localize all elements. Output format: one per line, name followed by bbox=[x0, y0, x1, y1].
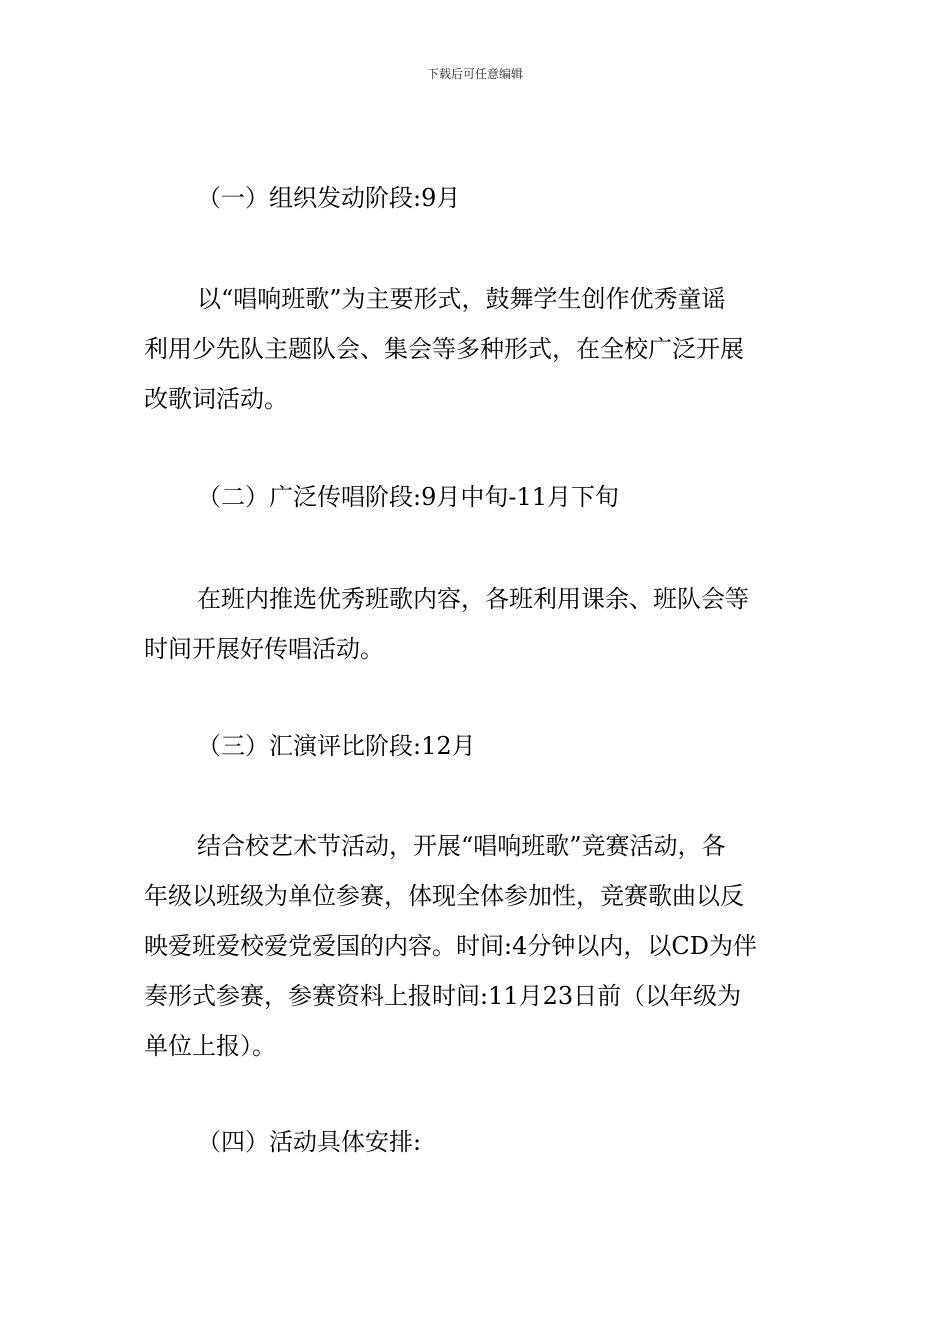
section-heading-2: （二）广泛传唱阶段:9月中旬-11月下旬 bbox=[197, 483, 620, 511]
section-heading-3: （三）汇演评比阶段:12月 bbox=[197, 732, 476, 760]
paragraph-line: 年级以班级为单位参赛，体现全体参加性，竞赛歌曲以反 bbox=[144, 882, 744, 910]
paragraph-line: 时间开展好传唱活动。 bbox=[144, 635, 384, 663]
section-heading-4: （四）活动具体安排: bbox=[197, 1128, 422, 1156]
page-header-note: 下载后可任意编辑 bbox=[426, 67, 523, 81]
section-paragraph-1 bbox=[144, 274, 808, 424]
paragraph-line: 利用少先队主题队会、集会等多种形式，在全校广泛开展 bbox=[144, 335, 744, 363]
paragraph-line: 映爱班爱校爱党爱国的内容。时间:4分钟以内，以CD为伴 bbox=[144, 932, 757, 960]
paragraph-line: 在班内推选优秀班歌内容，各班利用课余、班队会等 bbox=[197, 585, 749, 613]
paragraph-line: 结合校艺术节活动，开展“唱响班歌”竞赛活动，各 bbox=[197, 832, 726, 860]
paragraph-line: 改歌词活动。 bbox=[144, 385, 288, 413]
section-paragraph-3 bbox=[144, 821, 808, 1071]
paragraph-line: 奏形式参赛，参赛资料上报时间:11月23日前（以年级为 bbox=[144, 982, 742, 1010]
paragraph-line: 单位上报）。 bbox=[144, 1032, 276, 1060]
paragraph-line: 以“唱响班歌”为主要形式，鼓舞学生创作优秀童谣 bbox=[197, 285, 726, 313]
section-heading-1: （一）组织发动阶段:9月 bbox=[197, 184, 461, 212]
section-paragraph-2 bbox=[144, 574, 808, 674]
